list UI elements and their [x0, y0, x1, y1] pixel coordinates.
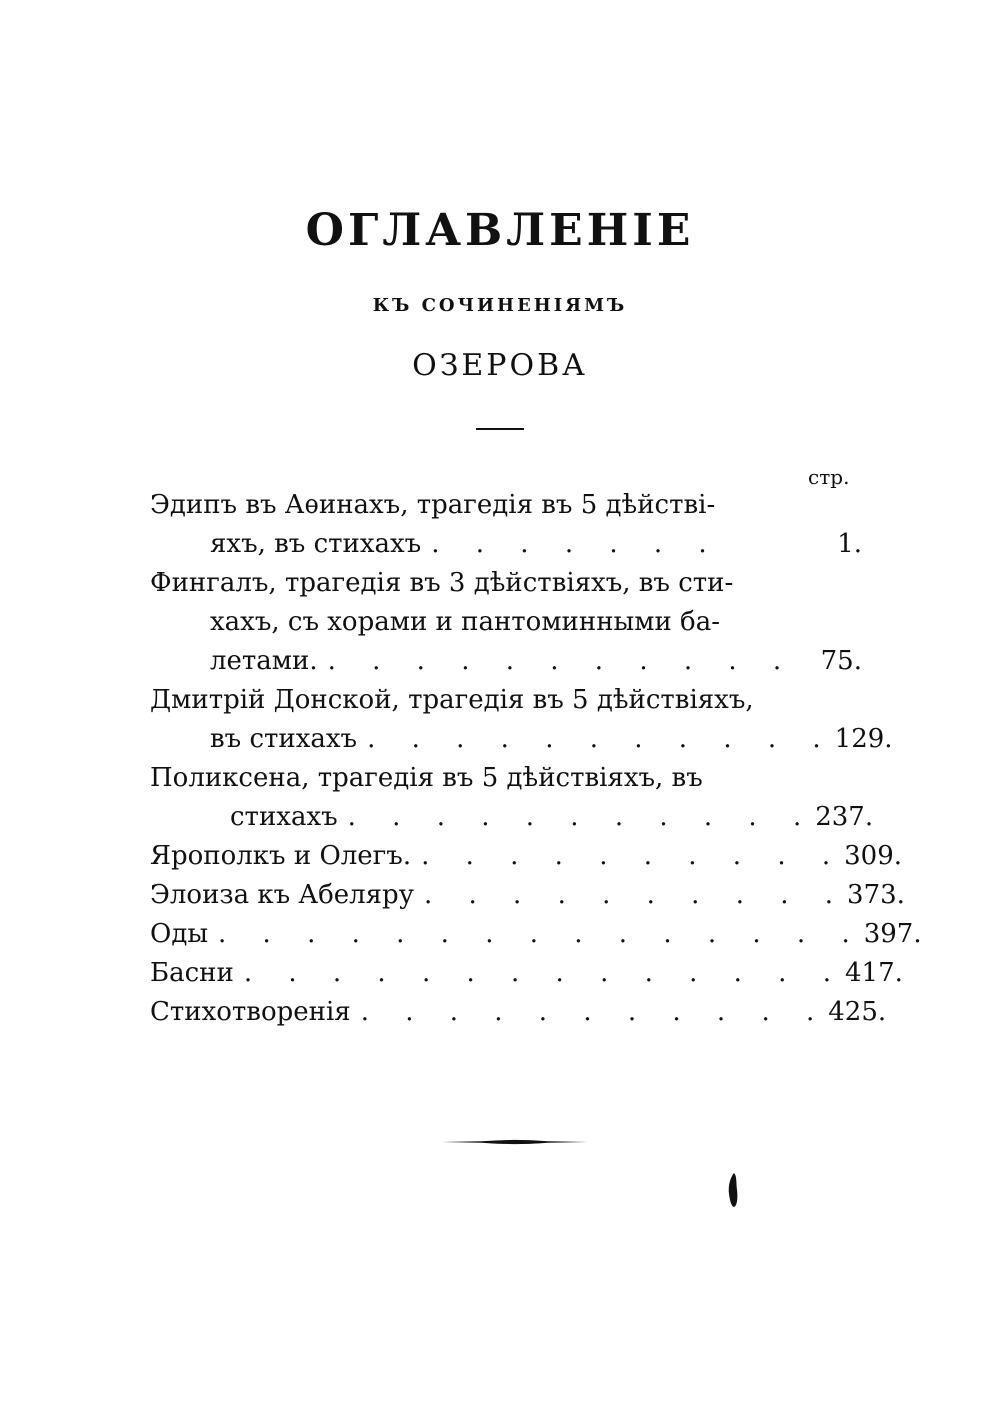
page-column-label: стр. — [808, 465, 850, 489]
toc-entry-text: Поликсена, трагедія въ 5 дѣйствіяхъ, въ — [150, 763, 703, 793]
toc-page-number: 129. — [834, 724, 893, 754]
toc-page-number: 309. — [844, 841, 903, 871]
toc-entry-text: стихахъ — [230, 802, 338, 832]
toc-entry-text: яхъ, въ стихахъ — [210, 529, 422, 559]
toc-entry[interactable] — [150, 993, 887, 1032]
dot-leader: . . . . . . . . . . . — [327, 646, 796, 676]
toc-entry-text: хахъ, съ хорами и пантоминными ба- — [210, 607, 720, 637]
dot-leader: . . . . . . . . . . . — [347, 802, 816, 832]
toc-entry-text: Элоиза къ Абеляру — [150, 880, 414, 910]
page-subtitle: КЪ СОЧИНЕНІЯМЪ — [372, 295, 628, 316]
dot-leader: . . . . . . . . . . . — [367, 724, 835, 754]
page-title: ОГЛАВЛЕНІЕ — [305, 205, 695, 256]
author-name: ОЗЕРОВА — [412, 348, 588, 383]
toc-entry[interactable] — [150, 564, 862, 681]
dot-leader: . . . . . . . . . . — [421, 841, 845, 871]
toc-entry-text: Эдипъ въ Аѳинахъ, трагедія въ 5 дѣйстві- — [150, 490, 716, 520]
toc-entry-text: въ стихахъ — [210, 724, 358, 754]
table-of-contents — [150, 486, 922, 1032]
toc-entry[interactable] — [150, 486, 862, 564]
dot-leader: . . . . . . . . . . . — [360, 997, 829, 1027]
toc-entry-text: Басни — [150, 958, 234, 988]
toc-entry[interactable] — [150, 915, 922, 954]
dot-leader: . . . . . . . . . . — [424, 880, 848, 910]
toc-page-number: 1. — [837, 529, 862, 559]
toc-entry[interactable] — [150, 759, 874, 837]
toc-entry-text: Оды — [150, 919, 209, 949]
ornamental-rule — [442, 1138, 588, 1146]
toc-page-number: 425. — [828, 997, 887, 1027]
toc-entry[interactable] — [150, 681, 893, 759]
dot-leader: . . . . . . . . . . . . . . — [243, 958, 845, 988]
toc-page-number: 397. — [863, 919, 922, 949]
ink-mark — [726, 1172, 740, 1208]
toc-entry-text: летами. — [210, 646, 318, 676]
toc-entry-text: Стихотворенія — [150, 997, 351, 1027]
dot-leader: . . . . . . . — [431, 529, 721, 559]
toc-entry-text: Фингалъ, трагедія въ 3 дѣйствіяхъ, въ сти- — [150, 568, 734, 598]
toc-entry-text: Дмитрій Донской, трагедія въ 5 дѣйствіяхъ, — [150, 685, 754, 715]
toc-entry[interactable] — [150, 876, 905, 915]
toc-page-number: 417. — [844, 958, 903, 988]
toc-entry[interactable] — [150, 954, 903, 993]
toc-page-number: 237. — [815, 802, 874, 832]
toc-page-number: 373. — [847, 880, 905, 910]
dot-leader: . . . . . . . . . . . . . . . — [218, 919, 864, 949]
toc-page-number: 75. — [820, 646, 862, 676]
divider-rule — [476, 428, 524, 430]
toc-entry[interactable] — [150, 837, 903, 876]
toc-entry-text: Ярополкъ и Олегъ. — [150, 841, 412, 871]
